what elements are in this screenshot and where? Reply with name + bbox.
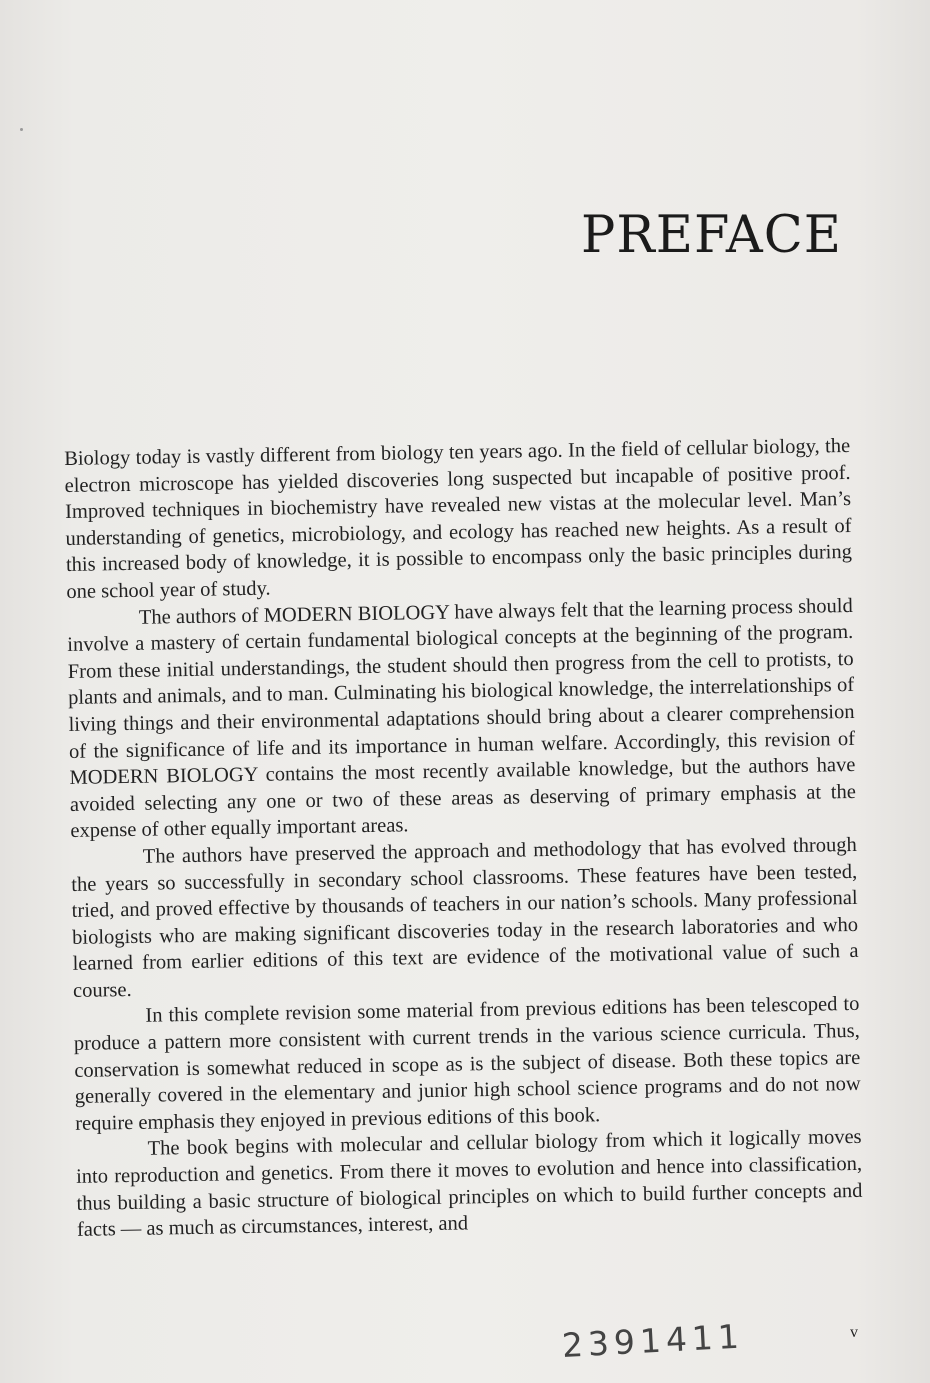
paragraph-1: Biology today is vastly different from biology ten years ago. In the field of cellular biology, the electron microscope has yielded discoveries long suspected but incapable of positive proof. Improved techniques in biochemistry have revealed new vistas at the molecular level. Man’s understanding of genetics, microbiology, and ecology has reached new heights. As a result of this increased body of knowledge, it is possible to encompass only the basic principles during one school year of study.	[64, 434, 853, 603]
page-number: v	[850, 1324, 858, 1341]
library-stamp-number: 2391411	[560, 1316, 745, 1365]
paragraph-3: The authors have preserved the approach and methodology that has evolved through the years so successfully in secondary school classrooms. These features have been tested, tried, and proved effective by thousands of teachers in our nation’s schools. Many professional biologists who are making significant discoveries today in the research laboratories and who learned from earlier editions of this text are evidence of the motivational value of such a course.	[71, 833, 859, 1002]
page-title: PREFACE	[581, 206, 842, 265]
paragraph-4: In this complete revision some material from previous editions has been telescoped to produce a pattern more consistent with current trends in the various science curricula. Thus, conservation is somewhat reduced in scope as is the subject of disease. Both these topics are generally covered in the elementary and junior high school science programs and do not now require emphasis they enjoyed in previous editions of this book.	[73, 993, 861, 1135]
preface-body	[64, 433, 863, 1244]
paragraph-2: The authors of MODERN BIOLOGY have always felt that the learning process should involve a mastery of certain fundamental biological concepts at the beginning of the program. From these initial understandings, the student should then progress from the cell to protists, to plants and animals, and to man. Culminating his biological knowledge, the interrelationships of living things and their environmental adaptations should bring about a clearer comprehension of the significance of life and its importance in human welfare. Accordingly, this revision of MODERN BIOLOGY contains the most recently available knowledge, but the authors have avoided selecting any one or two of these areas as deserving of primary emphasis at the expense of other equally important areas.	[67, 594, 857, 843]
paragraph-5: The book begins with molecular and cellular biology from which it logically moves into reproduction and genetics. From there it moves to evolution and hence into classification, thus building a basic structure of biological principles on which to build further concepts and facts — as much as circumstances, interest, and	[75, 1126, 863, 1242]
paper-speck	[20, 128, 23, 131]
